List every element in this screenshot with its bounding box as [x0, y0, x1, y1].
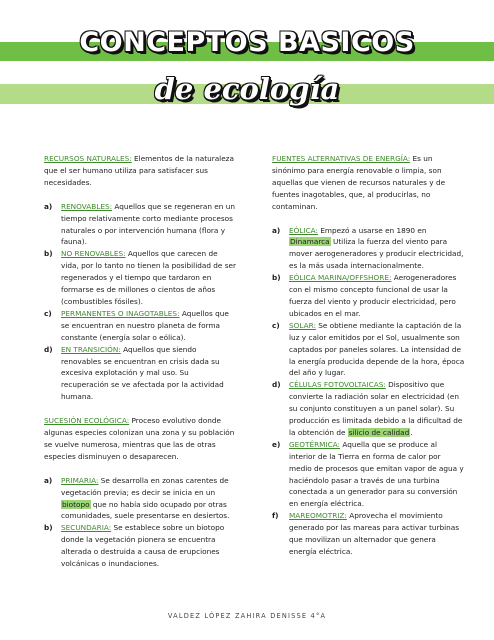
definition-text: Proceso evolutivo donde algunas especies colonizan una zona y su población se vuelve numerosa, mientras que las de otras especies disminuyen o desaparecen.: [44, 416, 235, 461]
highlight-text: biotopo: [62, 499, 90, 509]
list-item: [272, 225, 465, 273]
term-label: NO RENOVABLES:: [61, 249, 126, 259]
list-marker: a): [44, 201, 53, 211]
list-item: [44, 475, 237, 523]
energias-list: [272, 225, 465, 558]
item-text: Empezó a usarse en 1890 en: [318, 225, 427, 235]
term-label: PERMANENTES O INAGOTABLES:: [61, 308, 180, 318]
item-text: Se obtiene mediante la captación de la luz y calor emitidos por el Sol, usualmente son captados por paneles solares. La intensidad de la energía producida depende de la hora, época del año y lugar.: [289, 320, 465, 378]
list-marker: a): [272, 225, 281, 235]
author-footer: VALDEZ LÓPEZ ZAHIRA DENISSE 4°A: [167, 612, 327, 620]
list-marker: c): [272, 320, 280, 330]
item-text: Aprovecha el movimiento generado por las mareas para activar turbinas que movilizan un alternador que genera energía eléctrica.: [289, 511, 460, 556]
left-column: [44, 153, 237, 582]
item-text: Aerogeneradores con el mismo concepto funcional de usar la fuerza del viento y producir electricidad, pero ubicados en el mar.: [289, 273, 457, 318]
term-label: RECURSOS NATURALES:: [44, 154, 132, 163]
highlight-text: silicio de calidad: [348, 427, 410, 437]
list-marker: b): [44, 523, 53, 533]
item-text: Se desarrolla en zonas carentes de vegetación previa; es decir se inicia en un: [61, 475, 229, 497]
list-marker: b): [272, 273, 281, 283]
list-item: [44, 344, 237, 404]
definition-recursos-naturales: [44, 153, 237, 189]
list-item: [44, 308, 237, 344]
item-text: Aquella que se produce al interior de la Tierra en forma de calor por medio de procesos que emitan vapor de agua y haciéndolo pasar a través de una turbina conectada a un generador para su conversión en energía eléctrica.: [289, 439, 464, 509]
item-text: Aquellos que se regeneran en un tiempo relativamente corto mediante procesos naturales o por intervención humana (flora y fauna).: [61, 201, 235, 247]
term-label: CÉLULAS FOTOVOLTAICAS:: [289, 380, 386, 390]
list-item: [44, 248, 237, 308]
term-label: RENOVABLES:: [61, 201, 113, 211]
list-marker: f): [272, 511, 279, 521]
term-label: MAREOMOTRIZ:: [289, 511, 347, 521]
term-label: GEOTÉRMICA:: [289, 439, 341, 449]
item-text-after: Utiliza la fuerza del viento para mover aerogeneradores y producir electricidad, es la más usada internacionalmente.: [289, 237, 464, 271]
item-text: Dispositivo que convierte la radiación solar en electricidad (en su conjunto constituyen a un panel solar). Su producción es limitada debido a la dificultad de la obtención de: [289, 380, 463, 437]
list-item: [272, 320, 465, 380]
term-label: FUENTES ALTERNATIVAS DE ENERGÍA:: [272, 154, 411, 163]
term-label: SECUNDARIA:: [61, 523, 112, 533]
item-text: Aquellos que carecen de vida, por lo tanto no tienen la posibilidad de ser regenerados y el tiempo que tardaron en formarse es de millones o cientos de años (combustibles fósiles).: [61, 249, 237, 306]
list-marker: b): [44, 249, 53, 259]
item-text: Se establece sobre un biotopo donde la vegetación pionera se encuentra alterada o destruida a causa de erupciones volcánicas o inundaciones.: [61, 523, 225, 569]
list-item: [44, 201, 237, 249]
recursos-list: [44, 201, 237, 403]
page-title: CONCEPTOS BASICOS: [79, 27, 415, 58]
term-label: PRIMARIA:: [61, 475, 99, 485]
list-item: [272, 439, 465, 510]
item-text: Aquellos que siendo renovables se encuentran en crisis dada su excesiva explotación y mal uso. Su recuperación se ve afectada por la actividad humana.: [61, 344, 224, 402]
item-text-after: .: [410, 427, 413, 437]
list-marker: c): [44, 308, 52, 318]
list-item: [272, 272, 465, 320]
definition-text: Es un sinónimo para energía renovable o limpia, son aquellas que vienen de recursos naturales y de fuentes inagotables, que, al producirlas, no contaminan.: [272, 154, 446, 211]
term-label: SUCESIÓN ECOLÓGICA:: [44, 416, 130, 426]
term-label: EN TRANSICIÓN:: [61, 344, 121, 354]
item-text-after: que no había sido ocupado por otras comunidades, suele presentarse en desiertos.: [61, 499, 230, 521]
list-marker: a): [44, 475, 53, 485]
list-item: [272, 379, 465, 439]
term-label: SOLAR:: [289, 320, 316, 330]
list-item: [44, 522, 237, 570]
term-label: EÓLICA:: [289, 225, 318, 235]
list-marker: d): [272, 380, 281, 390]
term-label: EÓLICA MARINA/OFFSHORE:: [289, 273, 392, 283]
definition-text: Elementos de la naturaleza que el ser humano utiliza para satisfacer sus necesidades.: [44, 154, 234, 187]
definition-sucesion-ecologica: [44, 415, 237, 463]
page-subtitle: de ecología: [154, 72, 340, 106]
definition-fuentes-alternativas: [272, 153, 465, 213]
list-item: [272, 510, 465, 558]
highlight-text: Dinamarca: [290, 237, 330, 247]
right-column: [272, 153, 465, 570]
list-marker: d): [44, 344, 53, 354]
item-text: Aquellos que se encuentran en nuestro planeta de forma constante (energía solar o eólica).: [61, 308, 229, 342]
list-marker: e): [272, 439, 281, 449]
sucesion-list: [44, 475, 237, 570]
